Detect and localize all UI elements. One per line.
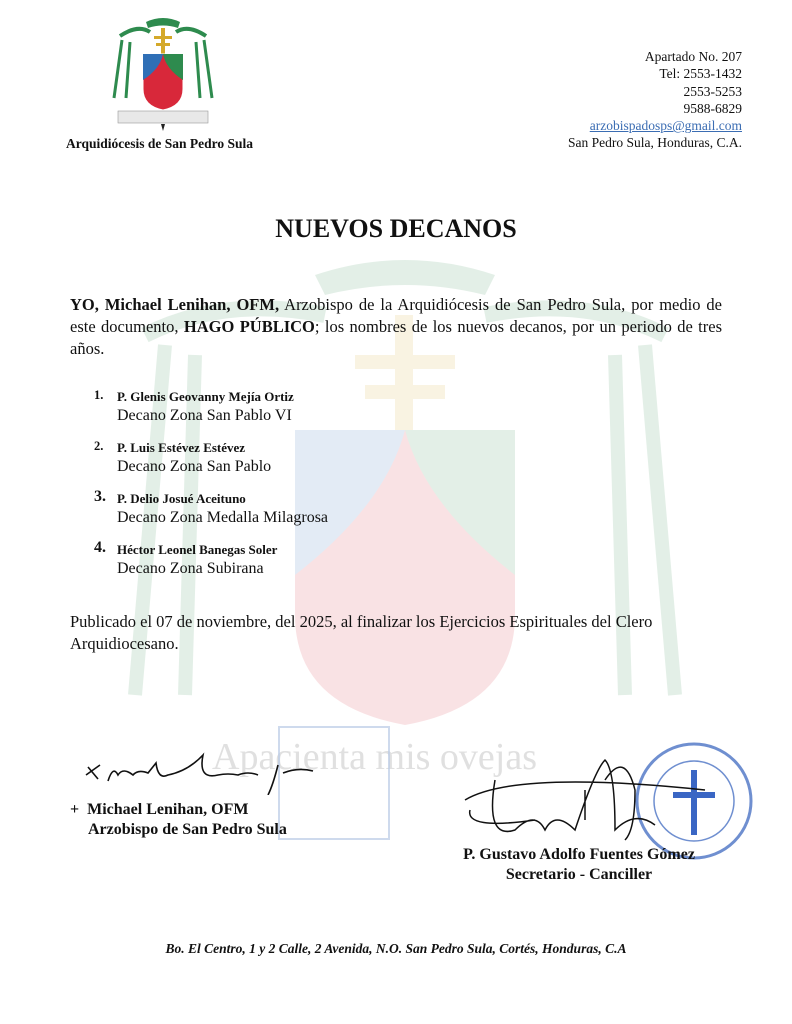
signer-1-block <box>70 800 287 840</box>
phone-2: 2553-5253 <box>683 83 742 99</box>
intro-bold-1: YO, Michael Lenihan, OFM, <box>70 295 280 314</box>
phone-1: Tel: 2553-1432 <box>659 66 742 82</box>
signer-2-title: Secretario - Canciller <box>505 866 653 883</box>
dean-role: Decano Zona San Pablo VI <box>117 407 292 424</box>
footer-address: Bo. El Centro, 1 y 2 Calle, 2 Avenida, N.O. San Pedro Sula, Cortés, Honduras, C.A <box>165 941 627 956</box>
item-number: 4. <box>94 539 106 556</box>
list-item <box>94 439 328 477</box>
signer-1-name: Michael Lenihan, OFM <box>87 801 249 818</box>
list-item <box>94 541 328 579</box>
intro-bold-2: HAGO PÚBLICO <box>183 317 315 336</box>
item-number: 3. <box>94 488 106 505</box>
contact-block <box>568 48 742 152</box>
dean-name: P. Delio Josué Aceituno <box>117 491 246 506</box>
dean-name: P. Glenis Geovanny Mejía Ortiz <box>117 389 294 404</box>
location: San Pedro Sula, Honduras, C.A. <box>568 135 742 151</box>
dean-role: Decano Zona San Pablo <box>117 458 272 475</box>
archdiocese-crest-logo <box>108 14 218 132</box>
email-link[interactable]: arzobispadosps@gmail.com <box>589 118 742 134</box>
phone-3: 9588-6829 <box>683 100 742 116</box>
list-item <box>94 490 328 528</box>
dean-role: Decano Zona Medalla Milagrosa <box>117 509 329 526</box>
document-title: NUEVOS DECANOS <box>275 214 517 243</box>
intro-paragraph <box>70 294 722 360</box>
cross-prefix: + <box>70 801 80 818</box>
archbishop-signature <box>78 745 338 795</box>
dean-role: Decano Zona Subirana <box>117 560 264 577</box>
intro-text-2: ; los nombres de los nuevos decanos, por un periodo de tres años. <box>70 317 722 358</box>
organization-name: Arquidiócesis de San Pedro Sula <box>66 136 254 151</box>
po-box: Apartado No. 207 <box>644 49 742 64</box>
chancellor-signature <box>455 750 715 845</box>
item-number: 2. <box>94 439 104 453</box>
signer-2-block <box>444 845 714 885</box>
list-item <box>94 388 328 426</box>
dean-name: Héctor Leonel Banegas Soler <box>117 542 278 557</box>
item-number: 1. <box>94 388 104 402</box>
publication-note: Publicado el 07 de noviembre, del 2025, al finalizar los Ejercicios Espirituales del Clero Arquidiocesano. <box>70 612 653 653</box>
signer-2-name: P. Gustavo Adolfo Fuentes Gómez <box>463 846 695 863</box>
dean-name: P. Luis Estévez Estévez <box>117 440 246 455</box>
motto-watermark: Apacienta mis ovejas <box>212 736 538 778</box>
signer-1-title: Arzobispo de San Pedro Sula <box>88 821 287 838</box>
intro-text-1: Arzobispo de la Arquidiócesis de San Pedro Sula, por medio de este documento, <box>70 295 723 336</box>
deans-list <box>94 388 328 592</box>
